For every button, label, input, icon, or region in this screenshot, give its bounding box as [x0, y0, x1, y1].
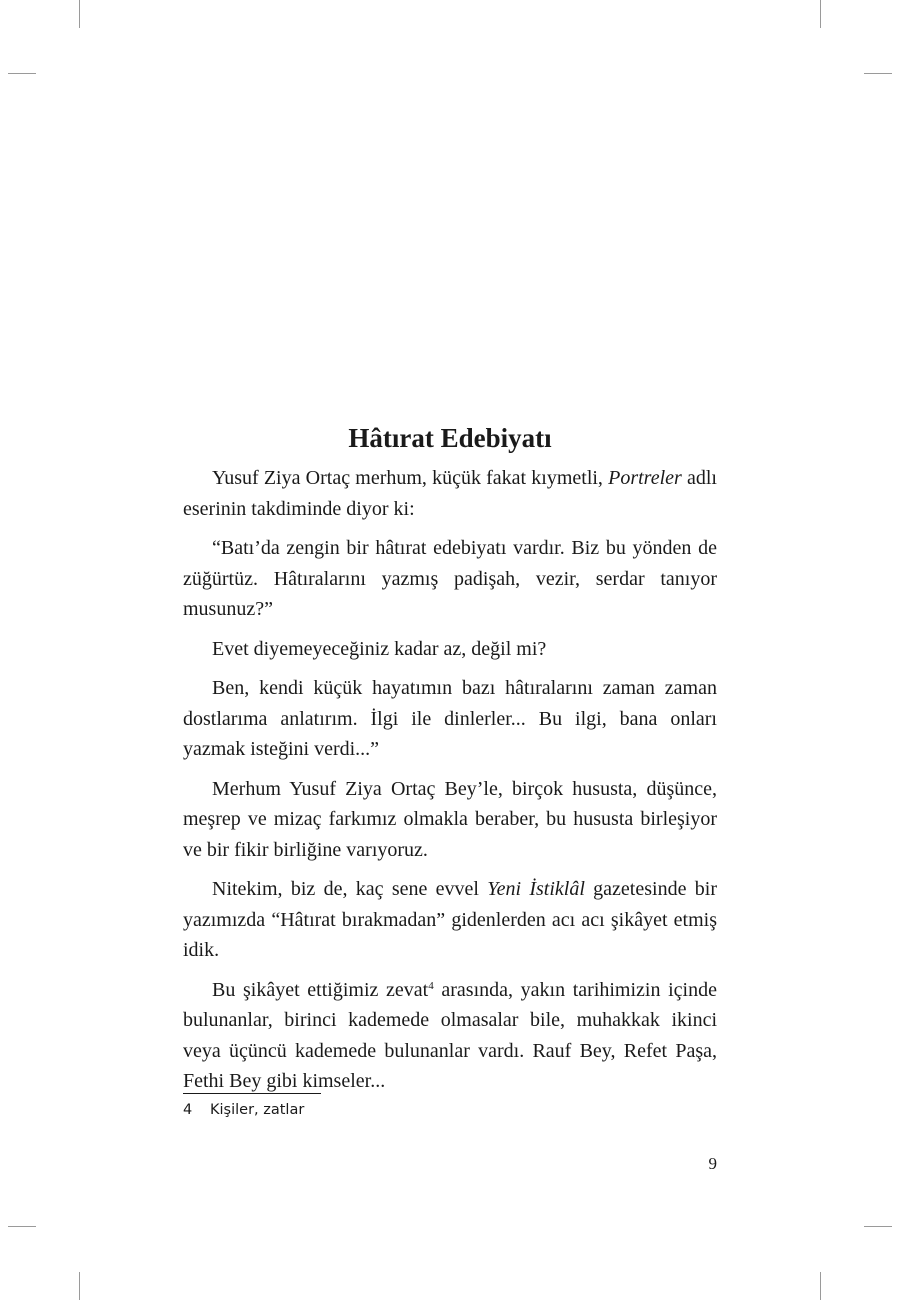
footnote-text: Kişiler, zatlar [210, 1102, 305, 1118]
text-run: arasında, yakın tarihimizin içinde bulunanlar, birinci kademede olmasalar bile, muhakkak ikinci veya üçüncü kademede bulunanlar vardı. Rauf Bey, Refet Paşa, Fethi Bey gibi kimseler... [183, 978, 717, 1092]
italic-title: Yeni İstiklâl [487, 878, 585, 900]
paragraph [183, 673, 717, 765]
crop-mark [79, 1272, 80, 1300]
crop-mark [820, 0, 821, 28]
footnote-ref: 4 [428, 979, 434, 992]
paragraph [183, 634, 717, 665]
crop-mark [864, 1226, 892, 1227]
text-run: Bu şikâyet ettiğimiz zevat [212, 978, 429, 1001]
crop-mark [79, 0, 80, 28]
footnote-number: 4 [183, 1102, 193, 1118]
crop-mark [8, 1226, 36, 1227]
body-text [183, 463, 717, 1106]
paragraph [183, 533, 717, 625]
page-title: Hâtırat Edebiyatı [348, 423, 552, 453]
paragraph [183, 774, 717, 866]
italic-title: Portreler [608, 467, 682, 489]
text-run: gazetesinde bir yazımızda “Hâtırat bırakmadan” gidenlerden acı acı şikâyet etmiş idik. [183, 878, 717, 961]
text-run: Nitekim, biz de, kaç sene evvel [212, 878, 488, 900]
footnote-divider [183, 1093, 321, 1094]
crop-mark [864, 73, 892, 74]
text-run: Merhum Yusuf Ziya Ortaç Bey’le, birçok hususta, düşünce, meşrep ve mizaç farkımız olmakla beraber, bu hususta birleşiyor ve bir fikir birliğine varıyoruz. [183, 777, 717, 861]
page-number: 9 [708, 1154, 717, 1173]
paragraph [183, 874, 717, 966]
text-run: Yusuf Ziya Ortaç merhum, küçük fakat kıymetli, [212, 467, 609, 489]
text-run: Ben, kendi küçük hayatımın bazı hâtıralarını zaman zaman dostlarıma anlatırım. İlgi ile dinlerler... Bu ilgi, bana onları yazmak isteğini verdi...” [183, 677, 717, 760]
paragraph [183, 975, 717, 1097]
crop-mark [8, 73, 36, 74]
text-run: Evet diyemeyeceğiniz kadar az, değil mi? [212, 637, 547, 660]
text-run: adlı eserinin takdiminde diyor ki: [183, 467, 717, 520]
paragraph [183, 463, 717, 524]
footnote [183, 1100, 304, 1120]
crop-mark [820, 1272, 821, 1300]
text-run: “Batı’da zengin bir hâtırat edebiyatı vardır. Biz bu yönden de züğürtüz. Hâtıralarını yazmış padişah, vezir, serdar tanıyor musunuz?” [183, 537, 717, 620]
